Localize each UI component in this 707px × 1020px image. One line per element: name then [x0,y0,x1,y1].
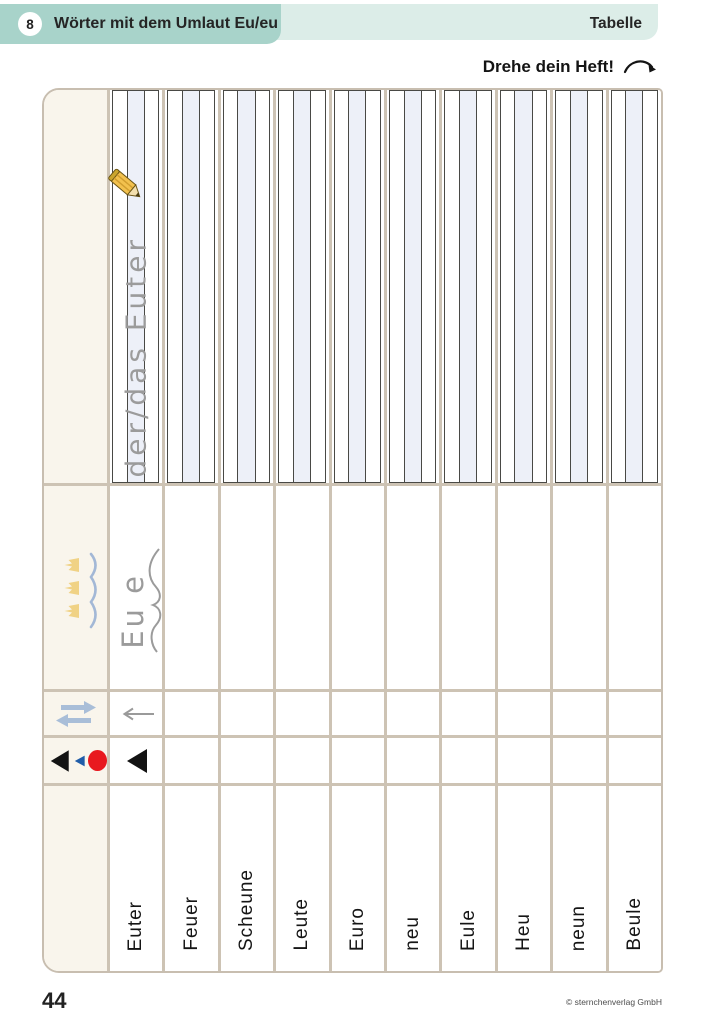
curved-arrow-icon [623,56,657,78]
empty-writing-cell[interactable] [442,692,497,735]
midline-shade [514,91,532,482]
sidebar-cell-crowns [44,486,107,692]
word-label: neun [568,904,590,951]
empty-writing-cell[interactable] [498,486,553,689]
sidebar-cell-swap [44,692,107,738]
crown-icons [61,554,83,622]
red-dot-icon [88,750,107,771]
empty-writing-cell[interactable] [276,486,331,689]
midline-shade [625,91,643,482]
empty-writing-cell[interactable] [165,486,220,689]
worksheet-table [42,88,663,973]
triangle-model-cell[interactable] [110,738,165,783]
page-number: 44 [42,988,67,1013]
handwriting-guidelines [389,90,436,483]
midline-shade [182,91,200,482]
handwriting-guidelines [444,90,491,483]
word-label: Beule [623,897,645,951]
word-cell [165,786,220,971]
writing-lines-cell[interactable] [442,90,497,483]
writing-lines-cell[interactable] [498,90,553,483]
word-label: Euter [125,900,147,951]
blue-triangle-icon [73,753,86,769]
empty-writing-cell[interactable] [332,692,387,735]
empty-writing-cell[interactable] [442,738,497,783]
handwriting-guidelines [500,90,547,483]
writing-lines-cell[interactable] [609,90,661,483]
arrow-model-cell[interactable] [110,692,165,735]
handwriting-guidelines [223,90,270,483]
word-cell [498,786,553,971]
crown-icon [61,600,83,622]
empty-writing-cell[interactable] [442,486,497,689]
empty-writing-cell[interactable] [387,692,442,735]
writing-lines-cell[interactable] [110,90,165,483]
midline-shade [459,91,477,482]
handwriting-guidelines [334,90,381,483]
rotate-hint [483,56,657,78]
rotate-hint-text: Drehe dein Heft! [482,57,614,76]
word-cell [442,786,497,971]
table-body [110,90,661,971]
handwriting-guidelines [555,90,602,483]
row-write-sound [110,486,661,692]
lesson-number-badge: 8 [18,12,42,36]
empty-writing-cell[interactable] [387,738,442,783]
empty-writing-cell[interactable] [498,738,553,783]
writing-lines-cell[interactable] [332,90,387,483]
word-label: Eule [457,908,479,951]
word-label: Euro [346,906,368,951]
handwriting-guidelines [611,90,658,483]
empty-writing-cell[interactable] [609,486,661,689]
copyright-label: © sternchenverlag GmbH [565,997,662,1007]
word-label: Scheune [236,868,258,951]
page-type-label: Tabelle [589,15,642,32]
empty-writing-cell[interactable] [221,738,276,783]
swap-arrows-icon [53,699,99,729]
handwriting-guidelines [278,90,325,483]
empty-writing-cell[interactable] [165,738,220,783]
midline-shade [237,91,255,482]
midline-shade [293,91,311,482]
empty-writing-cell[interactable] [609,692,661,735]
writing-lines-cell[interactable] [221,90,276,483]
word-cell [553,786,608,971]
midline-shade [570,91,588,482]
word-cell [609,786,661,971]
empty-writing-cell[interactable] [332,486,387,689]
empty-writing-cell[interactable] [553,486,608,689]
word-cell [276,786,331,971]
word-cell [387,786,442,971]
handwriting-guidelines [167,90,214,483]
empty-writing-cell[interactable] [276,692,331,735]
sound-model-cell[interactable] [110,486,165,689]
writing-lines-cell[interactable] [553,90,608,483]
word-label: Heu [513,913,535,951]
word-cell [221,786,276,971]
writing-lines-cell[interactable] [276,90,331,483]
empty-writing-cell[interactable] [553,692,608,735]
empty-writing-cell[interactable] [276,738,331,783]
writing-lines-cell[interactable] [165,90,220,483]
row-word-labels [110,786,661,971]
row-write-word-with-article [110,90,661,486]
left-arrow-icon [119,706,157,722]
empty-writing-cell[interactable] [332,738,387,783]
empty-writing-cell[interactable] [221,692,276,735]
midline-shade [404,91,422,482]
empty-writing-cell[interactable] [165,692,220,735]
black-triangle-icon [49,748,70,774]
sidebar-cell-empty [44,90,107,486]
pencil-icon [104,162,150,208]
writing-lines-cell[interactable] [387,90,442,483]
crown-icon [61,554,83,576]
empty-writing-cell[interactable] [221,486,276,689]
word-cell [332,786,387,971]
sidebar-cell-reading-markers [44,738,107,786]
wave-line-icon [85,552,101,630]
word-label: neu [402,916,424,951]
crown-icon [61,577,83,599]
empty-writing-cell[interactable] [498,692,553,735]
black-triangle-icon [125,748,148,774]
sidebar-cell-empty [44,786,107,971]
word-label: Feuer [180,896,202,951]
midline-shade [348,91,366,482]
sound-model-text: Eu e [116,573,150,649]
word-label: Leute [291,898,313,951]
row-mark-sound [110,738,661,786]
word-cell [110,786,165,971]
task-sidebar [44,90,110,971]
underline-squiggle-icon [143,547,163,655]
empty-writing-cell[interactable] [609,738,661,783]
row-swap-exercise [110,692,661,738]
header-bar-dark [0,4,281,44]
empty-writing-cell[interactable] [553,738,608,783]
empty-writing-cell[interactable] [387,486,442,689]
page-title: Wörter mit dem Umlaut Eu/eu [54,15,279,32]
model-answer-text: der/das Euter [119,236,153,478]
